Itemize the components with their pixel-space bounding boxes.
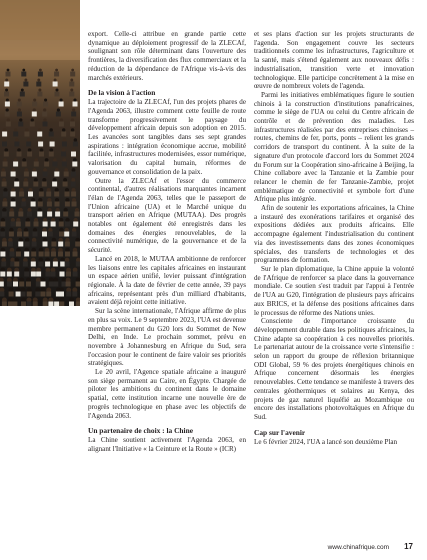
paragraph: Le 6 février 2024, l'UA a lancé son deuxième Plan	[254, 437, 398, 446]
section-heading: Cap sur l'avenir	[254, 427, 306, 437]
page-footer	[0, 540, 427, 560]
page-number: 17	[404, 542, 413, 551]
section-heading: Un partenaire de choix : la Chine	[88, 426, 193, 436]
paragraph: Outre la ZLECAf et l'essor du commerce continental, d'autres réalisations marquantes incarnent l'élan de l'Agenda 2063, telles que le passeport de l'Union africaine (UA) et le Marché unique du transport aérien en Afrique (MUTAA). Des progrès notables ont également été enregistrés dans les domaines des énergies renouvelables, de la connectivité numérique, de la gouvernance et de la sécurité.	[88, 176, 246, 255]
paragraph: export. Celle-ci attribue en grande partie cette dynamique au déploiement progressif de la ZLECAf, soulignant son rôle déterminant dans l'ouverture des frontières, la diversification des flux commerciaux et la réduction de la dépendance de l'Afrique vis-à-vis des marchés extérieurs.	[88, 30, 246, 82]
paragraph: Lancé en 2018, le MUTAA ambitionne de renforcer les liaisons entre les capitales africaines en instaurant un espace aérien unifié, levier puissant d'intégration régionale. À la date de février de cette année, 39 pays africains, représentant près d'un milliard d'habitants, avaient déjà rejoint cette initiative.	[88, 254, 246, 307]
article-column-right	[254, 30, 414, 446]
paragraph: Le 20 avril, l'Agence spatiale africaine a inauguré son siège permanent au Caire, en Égypte. Chargée de piloter les ambitions du continent dans le domaine spatial, cette institution incarne une nouvelle ère de progrès technologique en phase avec les objectifs de l'Agenda 2063.	[88, 368, 246, 420]
paragraph: La trajectoire de la ZLECAf, l'un des projets phares de l'Agenda 2063, illustre comment cette feuille de route transforme progressivement le paysage du développement africain depuis son adoption en 2015. Les avancées sont tangibles dans ses sept grandes aspirations : intégration économique accrue, mobilité facilitée, infrastructures modernisées, essor numérique, valorisation du capital humain, réformes de gouvernance et consolidation de la paix.	[88, 98, 246, 176]
section-heading: De la vision à l'action	[88, 88, 156, 98]
paragraph: Consciente de l'importance croissante du développement durable dans les politiques africaines, la Chine adapte sa coopération à ces nouvelles priorités. Le partenariat autour de la croissance verte s'intensifie : selon un rapport du groupe de réflexion britannique ODI Global, 59 % des projets énergétiques chinois en Afrique concernent désormais les énergies renouvelables. Cette tendance se manifeste à travers des centrales géothermiques et solaires au Kenya, des projets de gaz naturel liquéfié au Mozambique ou encore des installations photovoltaïques en Afrique du Sud.	[254, 317, 414, 421]
paragraph: Sur le plan diplomatique, la Chine appuie la volonté de l'Afrique de renforcer sa place dans la gouvernance mondiale. Ce soutien s'est traduit par l'appui à l'entrée de l'UA au G20, l'intégration de plusieurs pays africains aux BRICS, et la défense des positions africaines dans le processus de réforme des Nations unies.	[254, 264, 414, 317]
magazine-url: www.chinafrique.com	[327, 544, 389, 551]
paragraph: La Chine soutient activement l'Agenda 2063, en alignant l'Initiative « la Ceinture et la Route » (ICR)	[88, 436, 246, 453]
article-column-left	[88, 30, 246, 454]
paragraph: Sur la scène internationale, l'Afrique affirme de plus en plus sa voix. Le 9 septembre 2023, l'UA est devenue membre permanent du G20 lors du Sommet de New Delhi, en Inde. Le prochain sommet, prévu en novembre à Johannesburg en Afrique du Sud, sera l'occasion pour le continent de faire valoir ses priorités stratégiques.	[88, 307, 246, 368]
paragraph: Parmi les initiatives emblématiques figure le soutien chinois à la construction d'institutions panafricaines, comme le siège de l'UA ou celui du Centre africain de contrôle et de prévention des maladies. Les infrastructures réalisées par des entreprises chinoises – routes, chemins de fer, ports, ponts – relient les grands corridors de transport du continent. À la suite de la signature d'un protocole d'accord lors du Sommet 2024 du Forum sur la Coopération sino-africaine à Beijing, la Chine collabore avec la Tanzanie et la Zambie pour relancer le chemin de fer Tanzanie-Zambie, projet emblématique de connectivité et symbole fort d'une Afrique plus intégrée.	[254, 90, 414, 204]
conference-hall-photo	[0, 0, 80, 306]
paragraph: et ses plans d'action sur les projets structurants de l'agenda. Son engagement couvre les secteurs traditionnels comme les infrastructures, l'agriculture et la santé, mais s'étend également aux nouveaux défis : industrialisation, transition verte et innovation technologique. Elle participe concrètement à la mise en œuvre de nombreux volets de l'agenda.	[254, 30, 414, 91]
paragraph: Afin de soutenir les exportations africaines, la Chine a instauré des exonérations tarifaires et organisé des expositions dédiées aux produits africains. Elle accompagne également l'industrialisation du continent via des investissements dans des zones économiques spéciales, des transferts de technologies et des programmes de formation.	[254, 204, 414, 265]
conference-hall-photo-icon	[0, 0, 80, 306]
